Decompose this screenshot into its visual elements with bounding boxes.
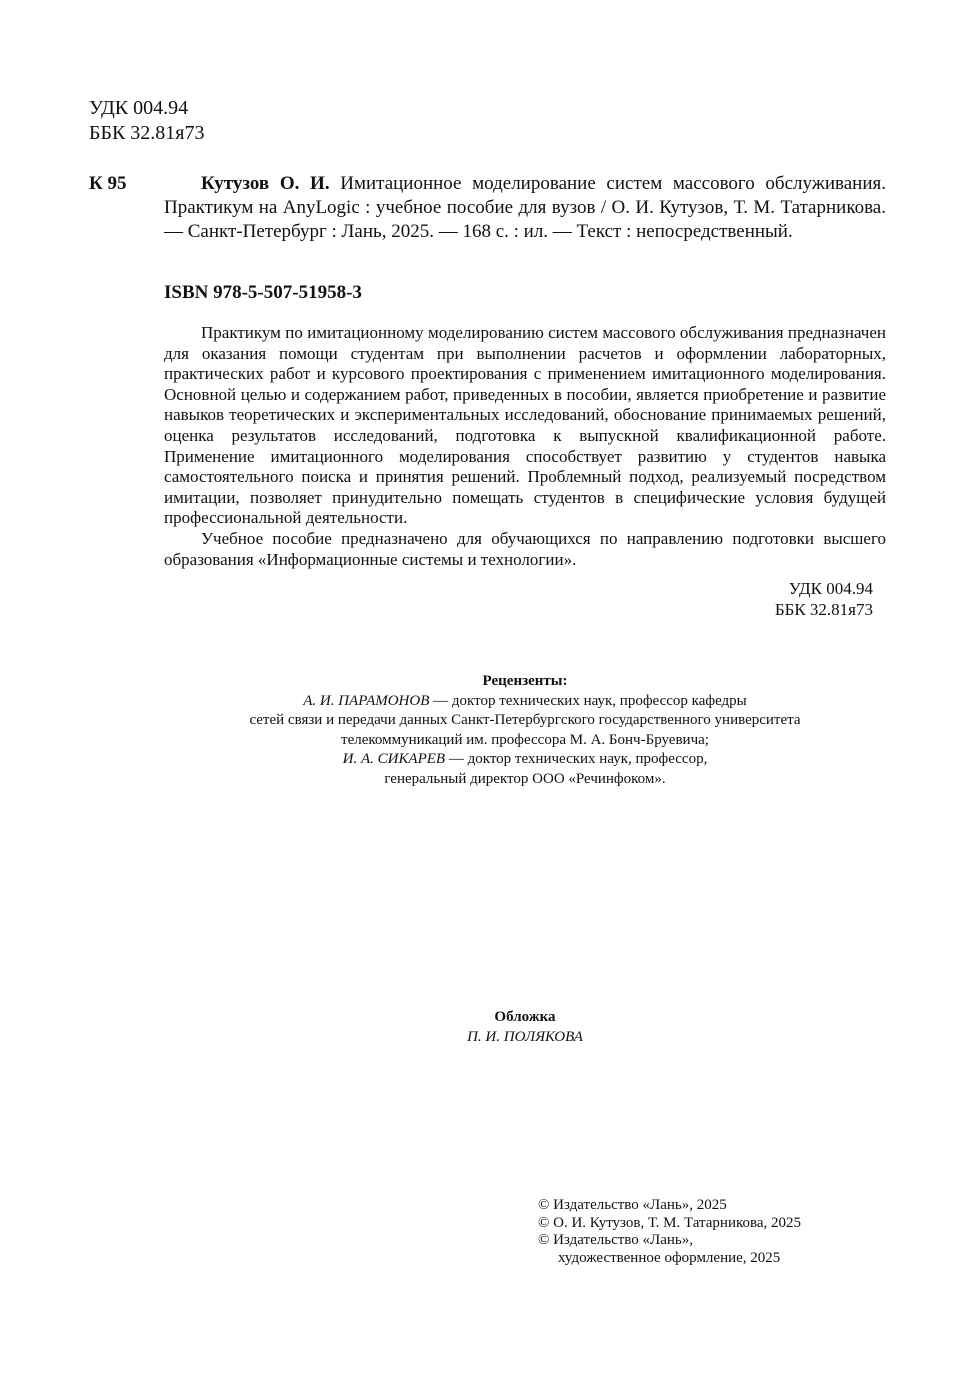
copyright-block (538, 1197, 801, 1267)
udk-code: УДК 004.94 (89, 97, 189, 119)
copyright-line: © О. И. Кутузов, Т. М. Татарникова, 2025 (538, 1214, 802, 1231)
cover-heading: Обложка (494, 1009, 556, 1025)
author-sign: К 95 (89, 173, 127, 194)
reviewer-line (100, 692, 950, 712)
reviewers-heading: Рецензенты: (482, 673, 568, 689)
classification-codes-bottom (620, 578, 873, 620)
classification-codes-top (89, 96, 205, 146)
reviewer-line (100, 750, 950, 770)
cover-designer: П. И. ПОЛЯКОВА (467, 1028, 583, 1045)
reviewer-title: — доктор технических наук, профессор кафедры (429, 692, 747, 709)
bbk-code: ББК 32.81я73 (89, 122, 205, 144)
copyright-line: © Издательство «Лань», 2025 (538, 1197, 727, 1213)
cover-credit (100, 1008, 950, 1047)
reviewer-name: И. А. СИКАРЕВ (342, 751, 446, 767)
abstract-paragraph: Учебное пособие предназначено для обучающихся по направлению подготовки высшего образования «Информационные системы и технологии». (164, 528, 886, 569)
isbn: ISBN 978-5-507-51958-3 (164, 282, 362, 303)
copyright-line: художественное оформление, 2025 (558, 1249, 781, 1266)
abstract-paragraph: Практикум по имитационному моделированию систем массового обслуживания предназначен для оказания помощи студентам при выполнении расчетов и оформлении лабораторных, практических работ и курсового проектирования с применением имитационного моделирования. Основной целью и содержанием работ, приведенных в пособии, является приобретение и развитие навыков теоретических и экспериментальных исследований, обоснование принимаемых решений, оценка результатов исследований, подготовка к выпускной квалификационной работе. Применение имитационного моделирования способствует развитию у студентов навыка самостоятельного поиска и принятия решений. Проблемный подход, реализуемый посредством имитации, позволяет принудительно помещать студентов в специфические условия будущей профессиональной деятельности. (164, 323, 886, 528)
reviewer-name: А. И. ПАРАМОНОВ (303, 692, 430, 709)
reviewer-line: сетей связи и передачи данных Санкт-Петербургского государственного университета (249, 712, 801, 728)
reviewers-block (100, 672, 950, 789)
reviewer-line: генеральный директор ООО «Речинфоком». (384, 770, 666, 787)
abstract (164, 323, 886, 570)
reviewer-title: — доктор технических наук, профессор, (445, 751, 708, 767)
author-name: Кутузов О. И. (201, 173, 330, 194)
bibliographic-description (164, 172, 886, 244)
reviewer-line: телекоммуникаций им. профессора М. А. Бонч-Бруевича; (341, 731, 709, 748)
copyright-line: © Издательство «Лань», (538, 1232, 693, 1248)
udk-code: УДК 004.94 (788, 579, 873, 598)
book-description: Имитационное моделирование систем массового обслуживания. Практикум на AnyLogic : учебное пособие для вузов / О. И. Кутузов, Т. М. Татарникова. — Санкт-Петербург : Лань, 2025. — 168 с. : ил. — Текст : непосредственный. (164, 173, 887, 242)
bbk-code: ББК 32.81я73 (774, 600, 873, 619)
